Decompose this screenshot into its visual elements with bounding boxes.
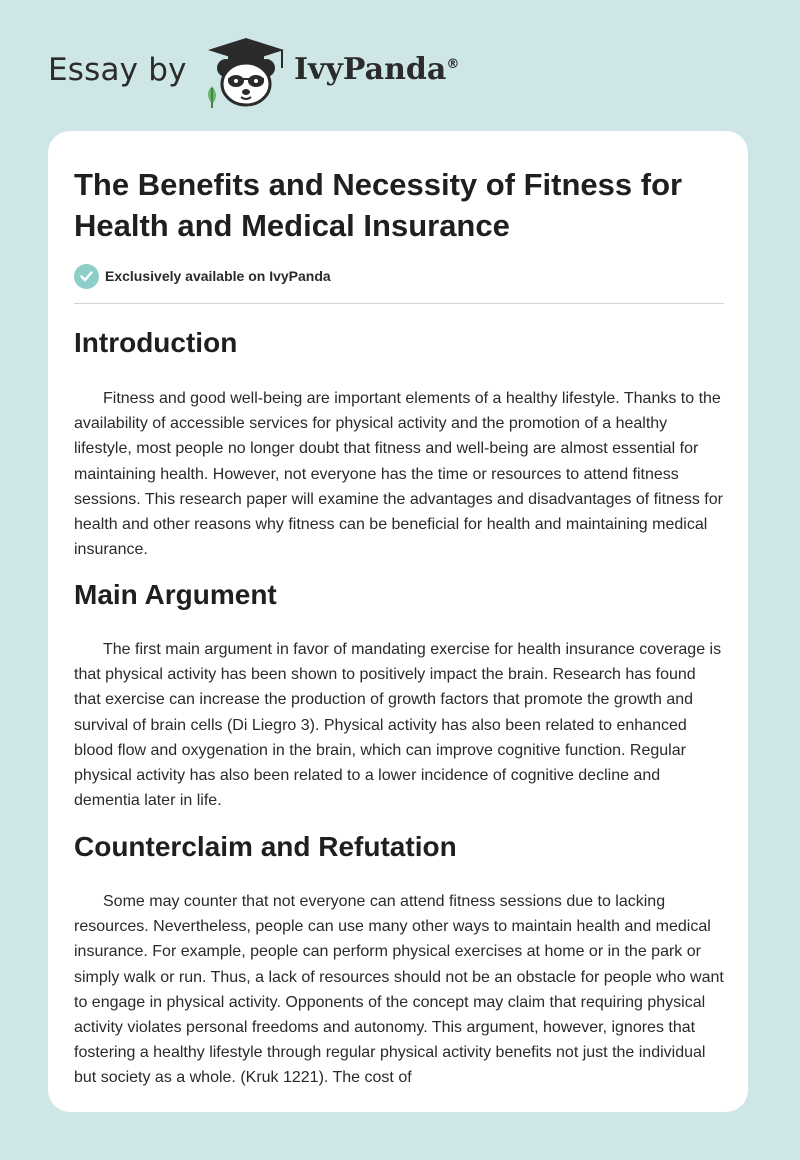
section-heading-main-argument: Main Argument (74, 579, 277, 610)
brand-name[interactable]: IvyPanda® (294, 52, 460, 87)
section-heading-introduction: Introduction (74, 327, 238, 358)
section-text-introduction: Fitness and good well-being are important elements of a healthy lifestyle. Thanks to the availability of accessible services for physical activity and the promotion of a healthy lifestyle, most people no longer doubt that fitness and well-being are almost essential for maintaining health. However, not everyone has the time or resources to attend fitness sessions. This research paper will examine the advantages and disadvantages of fitness for health and other reasons why fitness can be beneficial for health and maintaining medical insurance. (74, 390, 723, 559)
section-heading-counterclaim: Counterclaim and Refutation (74, 831, 457, 862)
badge-label: Exclusively available on IvyPanda (105, 268, 331, 284)
check-icon (74, 264, 99, 289)
exclusive-badge (74, 263, 331, 289)
divider (74, 303, 724, 304)
essay-card (48, 131, 748, 1112)
section-text-counterclaim: Some may counter that not everyone can attend fitness sessions due to lacking resources. Nevertheless, people can use many other ways to maintain health and medical insurance. For example, people can perform physical exercises at home or in the park or simply walk or run. Thus, a lack of resources should not be an obstacle for people who want to engage in physical activity. Opponents of the concept may claim that requiring physical activity violates personal freedoms and autonomy. This argument, however, ignores that fostering a healthy lifestyle through regular physical activity benefits not just the individual but society as a whole. (Kruk 1221). The cost of (74, 893, 724, 1087)
section-text-main-argument: The first main argument in favor of mandating exercise for health insurance coverage is that physical activity has been shown to positively impact the brain. Research has found that exercise can increase the production of growth factors that promote the growth and survival of brain cells (Di Liegro 3). Physical activity has also been related to enhanced blood flow and oxygenation in the brain, which can improve cognitive function. Regular physical activity has also been related to a lower incidence of cognitive decline and dementia later in life. (74, 641, 722, 810)
page-title: The Benefits and Necessity of Fitness for Health and Medical Insurance (74, 167, 683, 243)
panda-graduate-icon[interactable] (198, 34, 290, 110)
brand-prefix: Essay by (48, 52, 187, 88)
site-header (48, 30, 508, 110)
